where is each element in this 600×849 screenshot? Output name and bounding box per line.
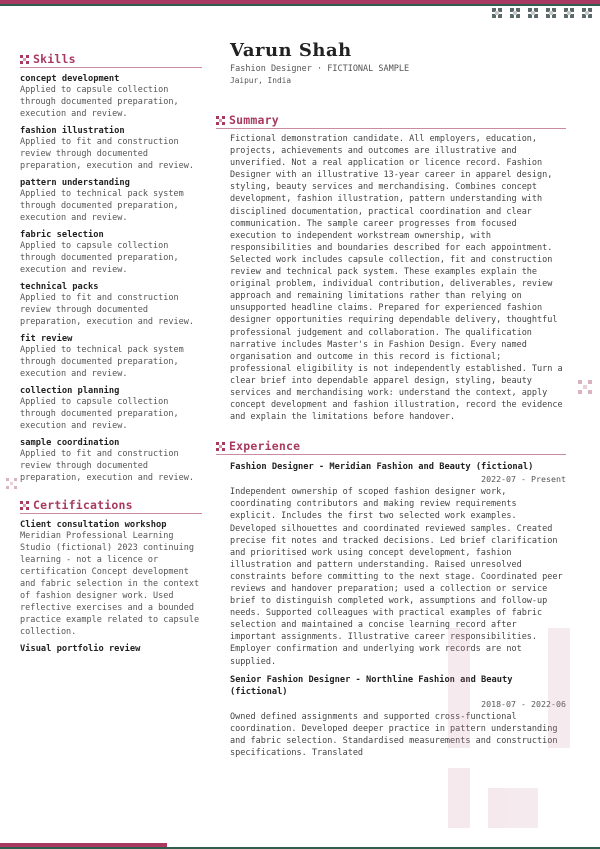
skill-name: collection planning — [20, 386, 120, 396]
summary-text: Fictional demonstration candidate. All employers, education, projects, achievements and outcomes are illustrative and unverified. Not a real application or licence record. Fashion Designer with an illustrative 13-year career in apparel design, styling, beauty services and merchandising. Combines concept development, fashion illustration, pattern understanding with disciplined documentation, practical coordination and clear communication. The sample career progresses from focused execution to independent workstream ownership, with responsibilities and boundaries described for each appointment. Selected work includes capsule collection, fit and construction review and technical pack system. These examples explain the original problem, individual contribution, deliverables, review approach and remaining limitations rather than relying on unsupported headline claims. Prepared for experienced fashion designer opportunities requiring dependable delivery, thoughtful professional judgement and collaboration. The qualification narrative includes Master's in Fashion Design. Every named organisation and outcome in this record is fictional; professional eligibility is not independently established. Turn a clear brief into dependable apparel design, styling, beauty services and merchandising work: understand the context, apply concept development and fashion illustration, record the evidence and explain the limitations before handover. — [230, 134, 563, 423]
pattern-tile-icon — [492, 8, 502, 18]
job-dates: 2022-07 - Present — [481, 474, 566, 485]
candidate-name: Varun Shah — [230, 40, 352, 61]
summary-heading: Summary — [216, 113, 566, 129]
skill-name: pattern understanding — [20, 178, 130, 188]
skill-item — [20, 178, 202, 224]
watermark-monogram — [448, 628, 570, 828]
section-marker-icon — [20, 501, 29, 510]
job-title: Fashion Designer - Meridian Fashion and Beauty (fictional) — [230, 462, 534, 473]
skill-name: fashion illustration — [20, 126, 125, 136]
cert-name: Visual portfolio review — [20, 644, 141, 654]
skill-name: fit review — [20, 334, 73, 344]
certifications-list — [20, 520, 202, 654]
sidebar — [20, 52, 202, 654]
cert-desc: Meridian Professional Learning Studio (fictional) 2023 continuing learning - not a licence or certification Concept development and fabric selection in the context of fashion designer work. Used reflective exercises and a bounded practice example related to capsule collection. — [20, 531, 200, 637]
skill-name: technical packs — [20, 282, 99, 292]
pattern-tile-icon — [528, 8, 538, 18]
cert-name: Client consultation workshop — [20, 520, 167, 530]
skill-item — [20, 126, 202, 172]
skill-desc: Applied to capsule collection through documented preparation, execution and review. — [20, 241, 179, 275]
corner-pattern — [492, 8, 592, 18]
decorative-pattern-icon — [578, 380, 592, 394]
job-description: Independent ownership of scoped fashion designer work, coordinating contributors and making review requirements explicit. Includes the first two selected work examples. Developed silhouettes and coordinated reviewed samples. Created precise fit notes and tracked decisions. Led brief clarification and prioritised work using concept development, fashion illustration and pattern understanding. Raised unresolved constraints before committing to the next stage. Coordinated peer reviews and handover preparation; used a collection or service brief to distinguish completed work, assumptions and follow-up needs. Supported colleagues with practical examples of fabric selection and maintained a concise learning record after important assignments. Illustrative career responsibilities. Employer confirmation and underlying work records are not supplied. — [230, 487, 563, 667]
experience-heading: Experience — [216, 439, 566, 455]
pattern-tile-icon — [564, 8, 574, 18]
candidate-location: Jaipur, India — [230, 76, 292, 85]
section-marker-icon — [216, 116, 225, 125]
cert-item — [20, 520, 202, 638]
summary-section — [216, 113, 566, 423]
skill-name: concept development — [20, 74, 120, 84]
skills-heading: Skills — [20, 52, 202, 68]
skill-desc: Applied to fit and construction review through documented preparation, execution and review. — [20, 137, 194, 171]
skill-item — [20, 282, 202, 328]
skills-list — [20, 74, 202, 484]
cert-item — [20, 644, 202, 654]
skill-name: fabric selection — [20, 230, 104, 240]
pattern-tile-icon — [582, 8, 592, 18]
skill-desc: Applied to capsule collection through documented preparation, execution and review. — [20, 85, 179, 119]
skill-desc: Applied to fit and construction review through documented preparation, execution and review. — [20, 449, 194, 483]
candidate-role: Fashion Designer · FICTIONAL SAMPLE — [230, 64, 410, 74]
pattern-tile-icon — [510, 8, 520, 18]
top-rule — [0, 4, 600, 6]
skill-desc: Applied to technical pack system through documented preparation, execution and review. — [20, 189, 184, 223]
skill-item — [20, 74, 202, 120]
job-title: Senior Fashion Designer - Northline Fashion and Beauty (fictional) — [230, 674, 513, 697]
skill-desc: Applied to fit and construction review through documented preparation, execution and review. — [20, 293, 194, 327]
skill-desc: Applied to capsule collection through documented preparation, execution and review. — [20, 397, 179, 431]
skill-item — [20, 230, 202, 276]
skill-desc: Applied to technical pack system through documented preparation, execution and review. — [20, 345, 184, 379]
skill-item — [20, 438, 202, 484]
section-marker-icon — [20, 55, 29, 64]
pattern-tile-icon — [546, 8, 556, 18]
job-description: Owned defined assignments and supported cross-functional coordination. Developed deeper practice in pattern understanding and fabric selection. Standardised measurements and construction specifications. Translated — [230, 711, 558, 758]
section-marker-icon — [216, 442, 225, 451]
job-dates: 2018-07 - 2022-06 — [481, 698, 566, 709]
skill-item — [20, 334, 202, 380]
decorative-pattern-icon — [6, 478, 18, 490]
certifications-heading: Certifications — [20, 498, 202, 514]
skill-item — [20, 386, 202, 432]
skill-name: sample coordination — [20, 438, 120, 448]
